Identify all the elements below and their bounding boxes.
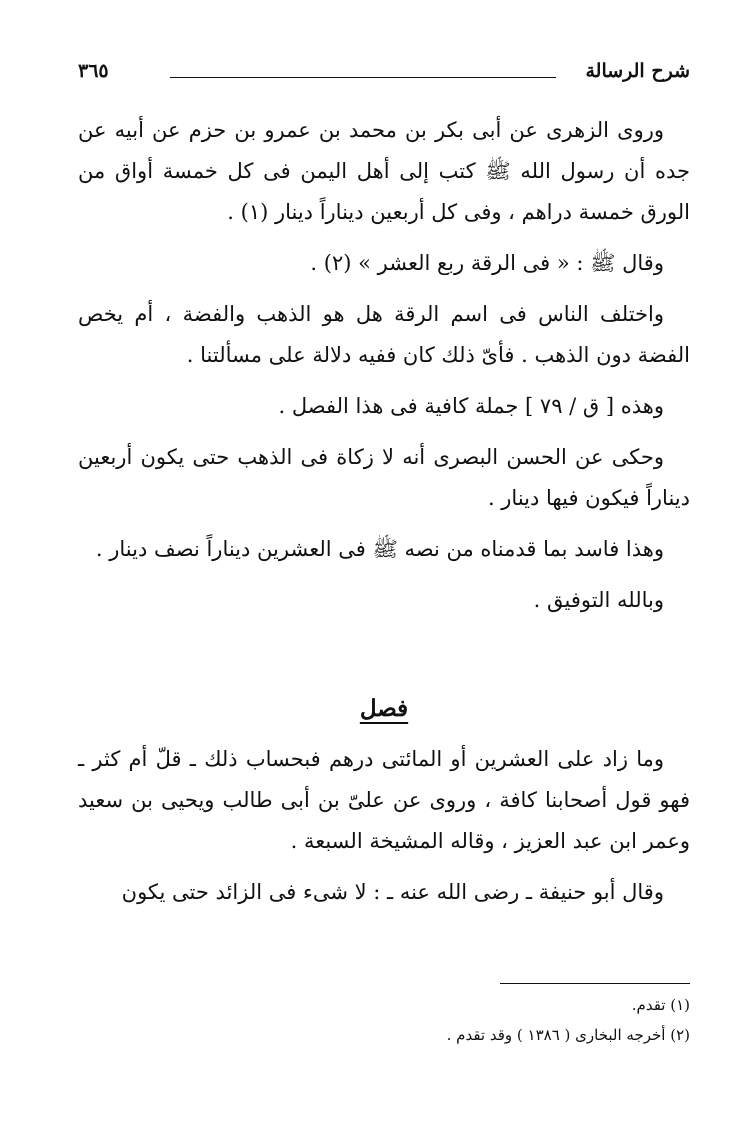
paragraph: وحكى عن الحسن البصرى أنه لا زكاة فى الذهب حتى يكون أربعين ديناراً فيكون فيها دينار . xyxy=(78,445,690,510)
paragraph: وروى الزهرى عن أبى بكر بن محمد بن عمرو بن حزم عن أبيه عن جده أن رسول الله ﷺ كتب إلى أهل اليمن فى كل خمسة أواق من الورق خمسة دراهم ، وفى كل أربعين ديناراً دينار (١) . xyxy=(78,118,690,224)
footnote: (١) تقدم. xyxy=(631,996,690,1014)
paragraph: وبالله التوفيق . xyxy=(533,588,664,612)
footnotes xyxy=(80,990,690,1050)
page-header xyxy=(78,56,690,96)
main-text xyxy=(78,110,690,923)
paragraph: واختلف الناس فى اسم الرقة هل هو الذهب والفضة ، أم يخص الفضة دون الذهب . فأىّ ذلك كان ففيه دلالة على مسألتنا . xyxy=(78,302,690,367)
paragraph: وهذه [ ق / ٧٩ ] جملة كافية فى هذا الفصل . xyxy=(278,394,664,418)
paragraph: وقال ﷺ : « فى الرقة ربع العشر » (٢) . xyxy=(310,251,664,275)
paragraph: وقال أبو حنيفة ـ رضى الله عنه ـ : لا شىء فى الزائد حتى يكون xyxy=(121,880,664,904)
header-rule xyxy=(170,77,556,78)
running-title: شرح الرسالة xyxy=(585,60,690,82)
page-number: ٣٦٥ xyxy=(78,60,109,82)
paragraph: وهذا فاسد بما قدمناه من نصه ﷺ فى العشرين ديناراً نصف دينار . xyxy=(95,537,664,561)
footnote-rule xyxy=(500,983,690,984)
footnote: (٢) أخرجه البخارى ( ١٣٨٦ ) وقد تقدم . xyxy=(446,1026,690,1044)
section-heading: فصل xyxy=(359,695,409,722)
paragraph: وما زاد على العشرين أو المائتى درهم فبحساب ذلك ـ قلّ أم كثر ـ فهو قول أصحابنا كافة ، وروى عن علىّ بن أبى طالب ويحيى بن سعيد وعمر ابن عبد العزيز ، وقاله المشيخة السبعة . xyxy=(78,747,690,853)
